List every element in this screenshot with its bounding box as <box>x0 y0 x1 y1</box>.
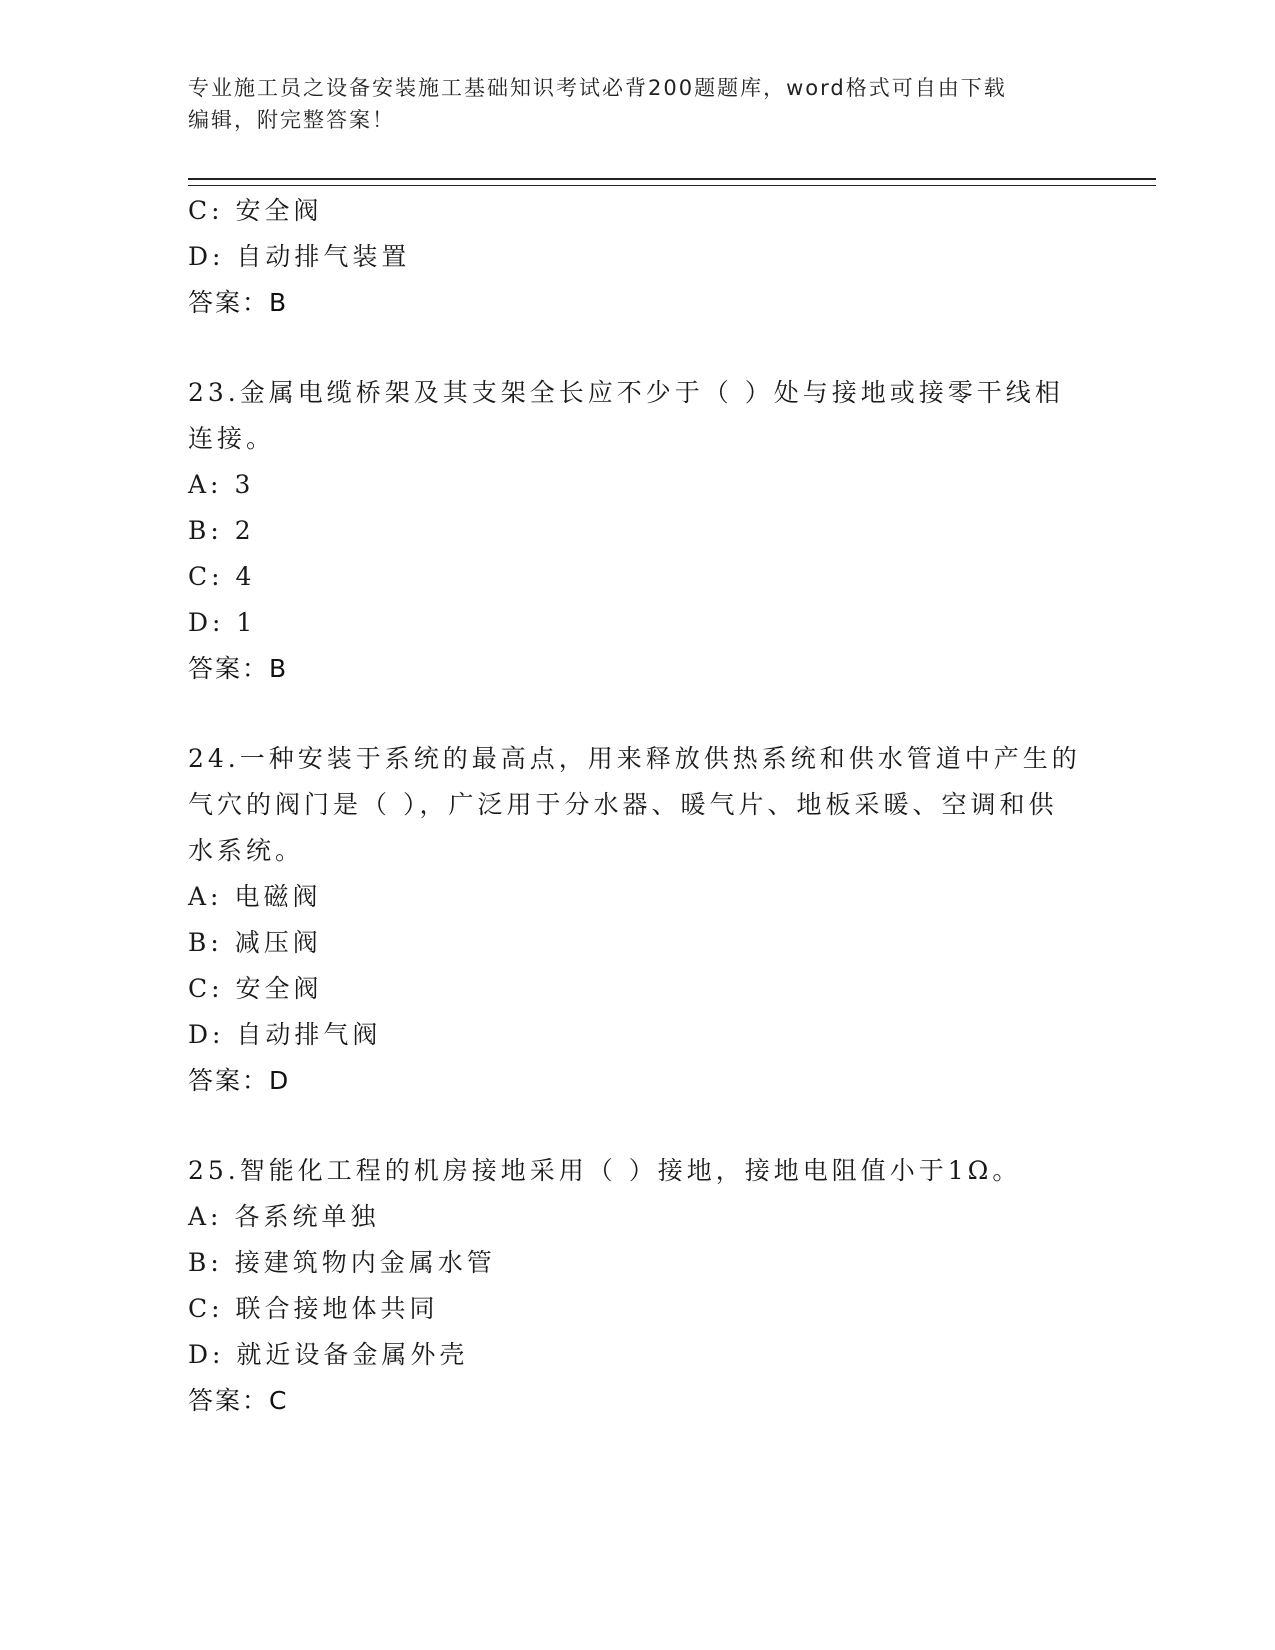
answer-line: 答案：B <box>188 288 289 317</box>
question-list <box>188 188 1088 1424</box>
option-a <box>188 462 1088 508</box>
option-text: 安全阀 <box>235 974 323 1003</box>
option-d <box>188 1012 1088 1058</box>
question-stem-line: 连接。 <box>188 424 276 453</box>
question-stem-line: 23.金属电缆桥架及其支架全长应不少于（ ）处与接地或接零干线相 <box>188 378 1064 407</box>
option-d <box>188 600 1088 646</box>
question-stem-line: 水系统。 <box>188 836 305 865</box>
option-c <box>188 554 1088 600</box>
option-text: 自动排气阀 <box>236 1020 382 1049</box>
option-text: 电磁阀 <box>234 882 322 911</box>
option-text: 减压阀 <box>234 928 322 957</box>
option-label: B: <box>188 1248 223 1277</box>
option-text: 就近设备金属外壳 <box>236 1340 469 1369</box>
option-a <box>188 874 1088 920</box>
option-b <box>188 508 1088 554</box>
option-a <box>188 1194 1088 1240</box>
option-d <box>188 1332 1088 1378</box>
question-stem-line: 气穴的阀门是（ ），广泛用于分水器、暖气片、地板采暖、空调和供 <box>188 790 1058 819</box>
option-label: D: <box>188 242 225 271</box>
question-25 <box>188 1148 1088 1424</box>
option-label: C: <box>188 974 224 1003</box>
answer-line: 答案：D <box>188 1066 291 1095</box>
question-continuation <box>188 188 1088 326</box>
option-label: B: <box>188 516 223 545</box>
option-text: 自动排气装置 <box>236 242 411 271</box>
header-line-1: 专业施工员之设备安装施工基础知识考试必背200题题库，word格式可自由下载 <box>188 76 1007 100</box>
question-23 <box>188 370 1088 692</box>
option-label: A: <box>188 1202 223 1231</box>
option-b <box>188 920 1088 966</box>
option-text: 3 <box>234 470 255 499</box>
option-text: 各系统单独 <box>234 1202 380 1231</box>
option-text: 联合接地体共同 <box>235 1294 439 1323</box>
header-divider <box>188 178 1156 186</box>
option-label: A: <box>188 882 223 911</box>
option-text: 1 <box>236 608 257 637</box>
answer-line: 答案：C <box>188 1386 289 1415</box>
option-text: 接建筑物内金属水管 <box>234 1248 496 1277</box>
option-text: 4 <box>235 562 256 591</box>
option-label: B: <box>188 928 223 957</box>
option-label: D: <box>188 1340 225 1369</box>
option-b <box>188 1240 1088 1286</box>
option-c <box>188 1286 1088 1332</box>
option-text: 安全阀 <box>235 196 323 225</box>
option-c <box>188 966 1088 1012</box>
option-label: D: <box>188 608 225 637</box>
option-text: 2 <box>234 516 255 545</box>
option-label: C: <box>188 196 224 225</box>
header-line-2: 编辑，附完整答案！ <box>188 108 395 132</box>
option-c <box>188 188 1088 234</box>
question-24 <box>188 736 1088 1104</box>
option-label: C: <box>188 1294 224 1323</box>
option-label: A: <box>188 470 223 499</box>
option-d <box>188 234 1088 280</box>
option-label: C: <box>188 562 224 591</box>
question-stem-line: 25.智能化工程的机房接地采用（ ）接地，接地电阻值小于1Ω。 <box>188 1156 1022 1185</box>
page-header <box>188 72 1068 136</box>
question-stem-line: 24.一种安装于系统的最高点，用来释放供热系统和供水管道中产生的 <box>188 744 1081 773</box>
option-label: D: <box>188 1020 225 1049</box>
answer-line: 答案：B <box>188 654 289 683</box>
